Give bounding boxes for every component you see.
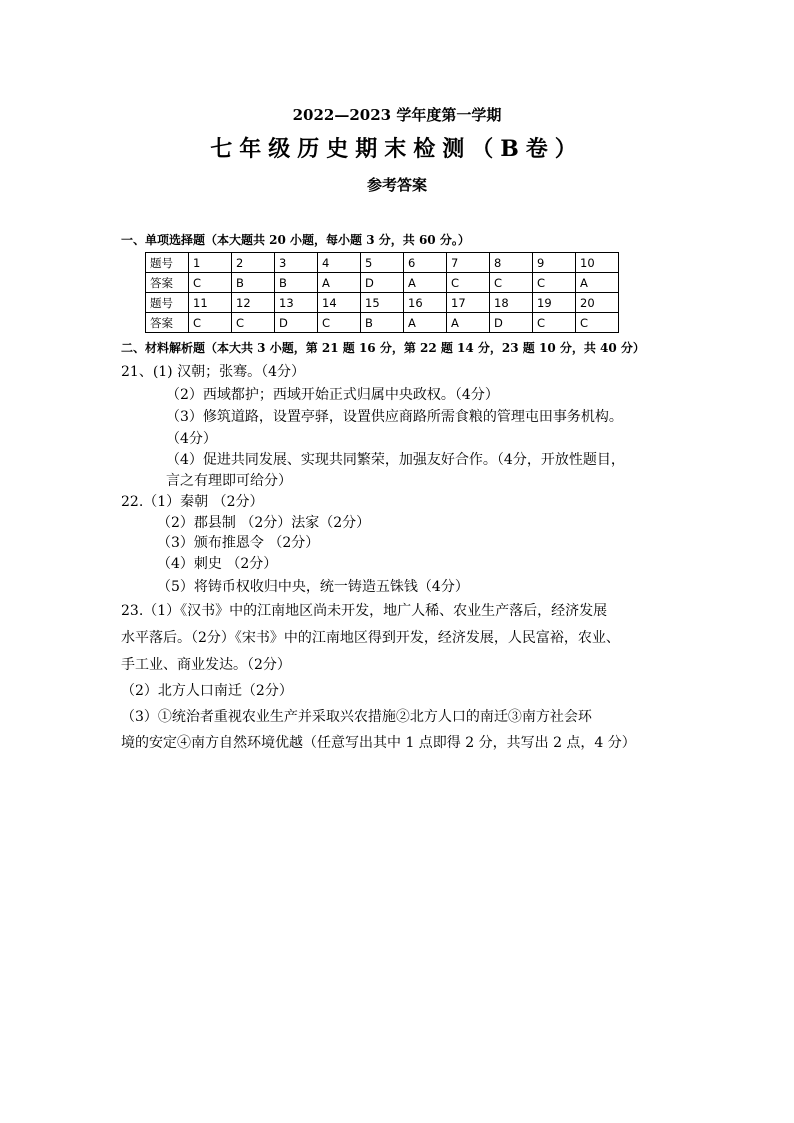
table-cell: 19 [533, 293, 576, 313]
table-cell: 7 [447, 253, 490, 273]
table-cell: C [189, 313, 232, 333]
table-cell: 15 [361, 293, 404, 313]
table-cell: 题号 [146, 293, 189, 313]
table-cell: D [361, 273, 404, 293]
answer-line: （4）刺史 （2分） [157, 556, 278, 572]
table-cell: B [361, 313, 404, 333]
table-cell: 20 [576, 293, 619, 313]
table-cell: 8 [490, 253, 533, 273]
table-cell: C [447, 273, 490, 293]
table-cell: D [490, 313, 533, 333]
answer-line: （2）郡县制 （2分）法家（2分） [157, 515, 371, 531]
table-cell: D [275, 313, 318, 333]
table-cell: 13 [275, 293, 318, 313]
answer-line: 境的安定④南方自然环境优越（任意写出其中 1 点即得 2 分，共写出 2 点，4 分） [121, 735, 636, 751]
answer-table [145, 252, 619, 333]
school-year: 2022—2023 学年度第一学期 [292, 106, 502, 124]
table-cell: 答案 [146, 313, 189, 333]
table-row [146, 253, 619, 273]
answer-line: （2）西域都护；西域开始正式归属中央政权。（4分） [166, 387, 499, 403]
answer-line: 水平落后。（2分）《宋书》中的江南地区得到开发，经济发展，人民富裕，农业、 [121, 630, 620, 646]
table-cell: A [404, 313, 447, 333]
table-cell: 4 [318, 253, 361, 273]
table-cell: 17 [447, 293, 490, 313]
table-cell: 答案 [146, 273, 189, 293]
table-row [146, 293, 619, 313]
page-subtitle: 参考答案 [366, 176, 427, 194]
table-cell: B [275, 273, 318, 293]
answer-line: 22.（1）秦朝 （2分） [121, 494, 264, 510]
answer-line: （4分） [166, 431, 217, 447]
table-cell: B [232, 273, 275, 293]
table-cell: A [318, 273, 361, 293]
answer-line: 21、(1) 汉朝；张骞。（4分） [121, 364, 306, 380]
page-title: 七年级历史期末检测（B卷） [210, 136, 584, 162]
table-cell: 题号 [146, 253, 189, 273]
table-cell: 16 [404, 293, 447, 313]
table-cell: C [189, 273, 232, 293]
table-cell: A [404, 273, 447, 293]
table-cell: 14 [318, 293, 361, 313]
table-cell: 3 [275, 253, 318, 273]
table-row [146, 313, 619, 333]
table-cell: 1 [189, 253, 232, 273]
table-cell: 12 [232, 293, 275, 313]
table-cell: C [232, 313, 275, 333]
answer-line: （2）北方人口南迁（2分） [121, 683, 293, 699]
answer-line: 23.（1）《汉书》中的江南地区尚未开发，地广人稀、农业生产落后，经济发展 [121, 603, 608, 619]
table-cell: C [318, 313, 361, 333]
answer-line: （3）颁布推恩令 （2分） [157, 535, 320, 551]
answer-line: （4）促进共同发展、实现共同繁荣，加强友好合作。（4分，开放性题目， [166, 452, 625, 468]
answer-line: （5）将铸币权收归中央，统一铸造五铢钱（4分） [157, 579, 469, 595]
section2-heading: 二、材料解析题（本大共 3 小题，第 21 题 16 分，第 22 题 14 分，23 题 10 分，共 40 分） [121, 341, 645, 355]
table-cell: A [576, 273, 619, 293]
table-row [146, 273, 619, 293]
table-cell: 6 [404, 253, 447, 273]
answer-line: （3）修筑道路，设置亭驿，设置供应商路所需食粮的管理屯田事务机构。 [166, 409, 623, 425]
table-cell: 2 [232, 253, 275, 273]
table-cell: 18 [490, 293, 533, 313]
table-cell: 10 [576, 253, 619, 273]
table-cell: C [490, 273, 533, 293]
answer-line: 言之有理即可给分） [166, 473, 292, 489]
table-cell: C [533, 313, 576, 333]
table-cell: 11 [189, 293, 232, 313]
section1-heading: 一、单项选择题（本大题共 20 小题，每小题 3 分，共 60 分。） [121, 233, 470, 247]
answer-line: （3）①统治者重视农业生产并采取兴农措施②北方人口的南迁③南方社会环 [121, 709, 592, 725]
table-cell: 9 [533, 253, 576, 273]
answer-line: 手工业、商业发达。（2分） [121, 657, 291, 673]
table-cell: C [533, 273, 576, 293]
table-cell: A [447, 313, 490, 333]
table-cell: 5 [361, 253, 404, 273]
table-cell: C [576, 313, 619, 333]
